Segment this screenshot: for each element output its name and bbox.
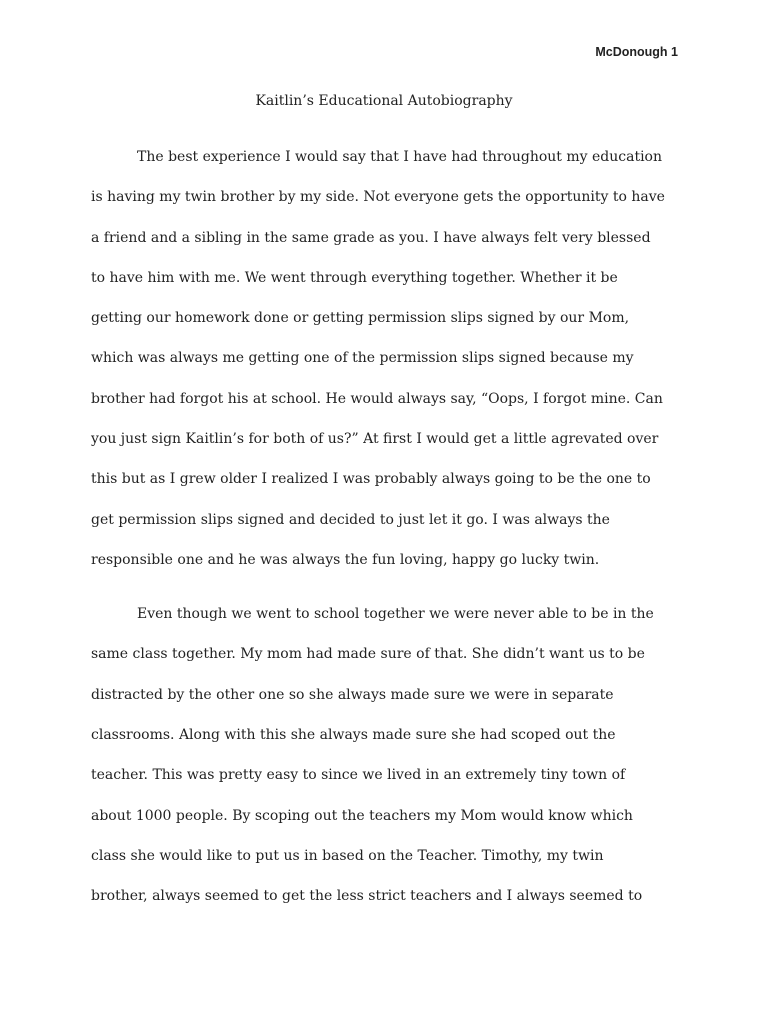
running-header: McDonough 1 (595, 45, 678, 59)
paragraph-line: brother, always seemed to get the less strict teachers and I always seemed to (91, 888, 643, 904)
paragraph-line: The best experience I would say that I have had throughout my education (137, 149, 663, 165)
paragraph-line: which was always me getting one of the permission slips signed because my (91, 350, 634, 366)
paragraph-line: about 1000 people. By scoping out the teachers my Mom would know which (91, 808, 633, 824)
paragraph-line: you just sign Kaitlin’s for both of us?” At first I would get a little agrevated over (91, 431, 659, 447)
paragraph-line: getting our homework done or getting permission slips signed by our Mom, (91, 310, 630, 326)
document-title: Kaitlin’s Educational Autobiography (255, 93, 513, 109)
paragraph-line: class she would like to put us in based on the Teacher. Timothy, my twin (91, 848, 604, 864)
paragraph-line: responsible one and he was always the fun loving, happy go lucky twin. (91, 552, 600, 568)
paragraph-line: to have him with me. We went through everything together. Whether it be (91, 270, 618, 286)
paragraph-line: same class together. My mom had made sure of that. She didn’t want us to be (91, 646, 645, 662)
paragraph-line: brother had forgot his at school. He would always say, “Oops, I forgot mine. Can (91, 391, 663, 407)
paragraph-line: distracted by the other one so she always made sure we were in separate (91, 687, 614, 703)
paragraph-line: classrooms. Along with this she always made sure she had scoped out the (91, 727, 616, 743)
paragraph-line: is having my twin brother by my side. Not everyone gets the opportunity to have (91, 189, 665, 205)
paragraph-line: a friend and a sibling in the same grade as you. I have always felt very blessed (91, 230, 651, 246)
paragraph-line: get permission slips signed and decided to just let it go. I was always the (91, 512, 610, 528)
paragraph-line: Even though we went to school together we were never able to be in the (137, 606, 654, 622)
paragraph-line: this but as I grew older I realized I was probably always going to be the one to (91, 471, 651, 487)
paragraph-line: teacher. This was pretty easy to since we lived in an extremely tiny town of (91, 767, 626, 783)
